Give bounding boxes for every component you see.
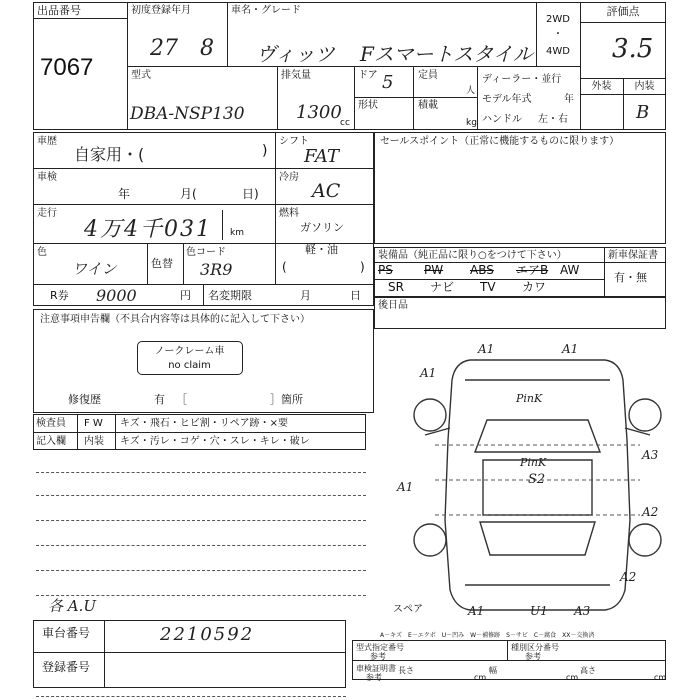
car-grade-label: 車名・グレード: [231, 5, 301, 16]
height-unit: cm: [654, 673, 667, 682]
divider: [33, 18, 127, 19]
divider: [183, 243, 184, 284]
fw-label: F W: [84, 418, 103, 429]
ac-label: 冷房: [279, 172, 299, 183]
divider: [536, 2, 537, 66]
fuel-label: 燃料: [279, 208, 299, 219]
yen-unit: 円: [180, 289, 191, 302]
inspection-year: 年: [118, 187, 131, 201]
divider: [507, 640, 508, 660]
km-unit: km: [230, 228, 244, 238]
color-label: 色: [37, 247, 47, 258]
wheel-front-right: [629, 399, 661, 431]
ac-value: AC: [312, 180, 341, 202]
car-rear-window: [480, 522, 595, 555]
damage-mark: A1: [562, 342, 579, 356]
model-spec-ref: 参考: [370, 652, 386, 661]
name-change-label: 名変期限: [208, 289, 252, 302]
r-ticket-label: R券: [50, 289, 69, 302]
note-line: [36, 545, 366, 546]
height-label: 高さ: [580, 666, 596, 675]
handle-value: 左・右: [538, 114, 568, 125]
rear-items-frame: [374, 297, 666, 329]
equipment-item: PS: [378, 263, 393, 277]
divider: [275, 204, 374, 205]
car-windshield: [475, 420, 600, 452]
grade: Fスマートスタイル: [360, 42, 533, 66]
equipment-item: カワ: [522, 280, 547, 294]
model-year-label: モデル年式: [482, 94, 532, 105]
drive-4wd: 4WD: [546, 46, 570, 57]
divider: [33, 432, 366, 433]
equipment-item: SR: [388, 280, 404, 294]
history-value: 自家用・(: [74, 145, 145, 164]
interior-score: B: [636, 102, 650, 123]
damage-mark: A1: [420, 366, 437, 380]
handwritten-note: 各 A.U: [48, 597, 97, 615]
car-name: ヴィッツ: [256, 42, 335, 66]
divider: [277, 66, 278, 130]
divider: [354, 97, 477, 98]
shift-label: シフト: [279, 136, 309, 147]
divider: [227, 2, 228, 66]
lot-label: 出品番号: [37, 4, 81, 17]
inspection-label: 車検: [37, 172, 57, 183]
mileage-divider: [222, 210, 223, 240]
length-label: 長さ: [398, 666, 414, 675]
day-unit: 日: [350, 289, 361, 302]
width-unit: cm: [566, 673, 579, 682]
inspection-month: 月(: [180, 187, 197, 201]
entry-label: 記入欄: [36, 436, 66, 447]
score-value: 3.5: [612, 34, 654, 64]
equipment-item: ABS: [470, 263, 494, 277]
model-spec-label: 型式指定番号: [356, 643, 404, 652]
interior-label: 内装: [634, 81, 655, 92]
model-value: DBA-NSP130: [130, 104, 245, 124]
equipment-item: エアB: [516, 263, 549, 277]
repair-bracket-open: ［: [176, 393, 187, 406]
divider: [352, 660, 666, 661]
no-claim-en: no claim: [168, 360, 211, 371]
capacity-label: 定員: [418, 70, 438, 81]
note-line: [36, 472, 366, 473]
equipment-label: 装備品（純正品に限り○をつけて下さい）: [378, 250, 567, 261]
divider: [104, 620, 105, 688]
equipment-item: ナビ: [430, 280, 455, 294]
doors-label: ドア: [358, 70, 378, 81]
sales-point-frame: [374, 132, 666, 244]
fw-items: キズ・飛石・ヒビ割・リペア跡・×要: [120, 418, 288, 429]
doors-value: 5: [382, 72, 394, 93]
damage-mark: A1: [468, 604, 485, 618]
divider: [147, 243, 148, 284]
equipment-item: TV: [480, 280, 496, 294]
reg-label: 登録番号: [42, 660, 91, 674]
interior-items-label: 内装: [84, 436, 104, 447]
fuel-paren-close: ): [360, 260, 365, 274]
fuel-diesel: 軽・油: [305, 243, 338, 256]
class-label: 種別区分番号: [511, 643, 559, 652]
damage-mark: A1: [478, 342, 495, 356]
divider: [275, 132, 276, 284]
repair-value: 有: [154, 393, 165, 406]
divider: [77, 414, 78, 450]
pink-top: PinK: [516, 392, 543, 405]
inspector-label: 検査員: [36, 418, 66, 429]
divider: [275, 168, 374, 169]
wheel-rear-left: [414, 524, 446, 556]
cert-label: 車検証明書: [356, 664, 396, 673]
mileage-label: 走行: [37, 208, 57, 219]
divider: [604, 247, 605, 297]
color-code: 3R9: [200, 260, 233, 279]
damage-mark: A1: [397, 480, 414, 494]
no-claim-stamp: [137, 341, 243, 375]
wheel-front-left: [414, 399, 446, 431]
lot-number: 7067: [40, 54, 94, 81]
month-unit: 月: [300, 289, 311, 302]
dealer-label: ディーラー・並行: [482, 74, 562, 85]
divider: [477, 66, 478, 130]
damage-mark: A3: [642, 448, 659, 462]
damage-mark: A2: [642, 505, 659, 519]
damage-mark: U1: [530, 604, 548, 618]
history-label: 車歴: [37, 136, 57, 147]
repair-bracket-close: ］箇所: [270, 393, 303, 406]
fuel-gas: ガソリン: [300, 221, 344, 234]
first-reg-label: 初度登録年月: [131, 5, 191, 16]
damage-mark: A3: [574, 604, 591, 618]
exterior-label: 外装: [591, 81, 612, 92]
sales-point-label: セールスポイント（正常に機能するものに限ります）: [380, 136, 620, 147]
inspection-day: 日): [242, 187, 259, 201]
chassis-label: 車台番号: [42, 626, 91, 640]
footer-line: [36, 696, 346, 697]
no-claim-jp: ノークレーム車: [154, 346, 225, 357]
kg-unit: kg: [466, 118, 477, 128]
load-label: 積載: [418, 100, 438, 111]
divider: [33, 652, 346, 653]
cc-unit: cc: [340, 118, 350, 128]
color-change-label: 色替: [151, 257, 173, 270]
handle-label: ハンドル: [482, 114, 522, 125]
length-unit: cm: [474, 673, 487, 682]
persons-unit: 人: [466, 86, 476, 96]
divider: [580, 22, 666, 23]
fuel-paren-open: (: [282, 260, 287, 274]
width-label: 幅: [489, 666, 497, 675]
repair-label: 修復歴: [68, 393, 101, 406]
model-label: 型式: [131, 70, 151, 81]
shape-label: 形状: [358, 100, 378, 111]
displacement-label: 排気量: [281, 70, 311, 81]
divider: [354, 66, 355, 130]
chassis-value: 2210592: [160, 624, 255, 645]
history-close: ): [262, 143, 268, 159]
note-line: [36, 520, 366, 521]
divider: [203, 284, 204, 306]
warranty-label: 新車保証書: [608, 250, 658, 261]
note-line: [36, 570, 366, 571]
drive-2wd: 2WD: [546, 14, 570, 25]
notes-label: 注意事項申告欄（不具合内容等は具体的に記入して下さい）: [40, 314, 310, 325]
equipment-item: AW: [560, 263, 580, 277]
equipment-item: PW: [424, 263, 444, 277]
score-label: 評価点: [606, 5, 640, 18]
color-value: ワイン: [72, 260, 117, 278]
mileage-value: 4万4千031: [84, 217, 212, 242]
cert-ref: 参考: [366, 673, 382, 682]
note-line: [36, 495, 366, 496]
divider: [413, 66, 414, 130]
rear-items-label: 後日品: [378, 300, 408, 311]
displacement-value: 1300: [296, 102, 342, 123]
r-ticket-value: 9000: [96, 286, 137, 305]
damage-mark: A2: [620, 570, 637, 584]
class-ref: 参考: [525, 652, 541, 661]
first-reg-month: 8: [200, 36, 214, 61]
drive-dot: ・: [553, 29, 563, 40]
spare-label: スペア: [393, 604, 423, 615]
pink-mid: PinK: [520, 456, 547, 469]
s2-mark: S2: [528, 472, 546, 487]
first-reg-year: 27: [150, 36, 178, 61]
divider: [115, 414, 116, 450]
color-code-label: 色コード: [186, 247, 226, 258]
year-unit: 年: [564, 94, 574, 105]
shift-value: FAT: [304, 146, 339, 167]
warranty-value: 有・無: [614, 271, 647, 284]
damage-legend: A－キズ E－エクボ U－凹み W－補修跡 S－サビ C－腐食 XX－交換済: [380, 632, 595, 639]
wheel-rear-right: [629, 524, 661, 556]
interior-items: キズ・汚レ・コゲ・穴・スレ・キレ・破レ: [120, 436, 310, 447]
